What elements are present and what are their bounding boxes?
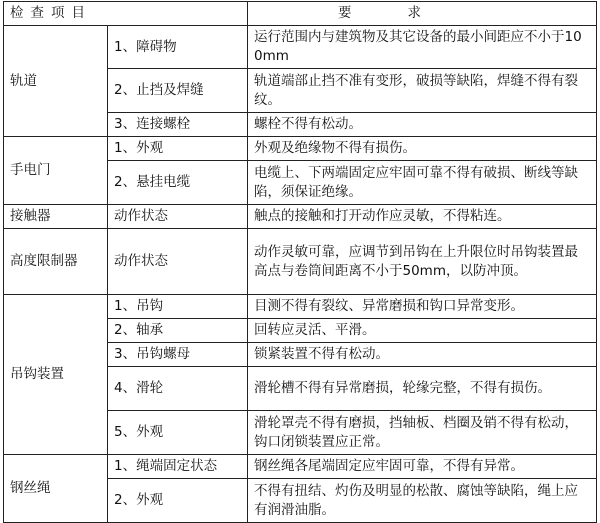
group-name: 手电门 <box>4 137 108 205</box>
check-item: 4、滑轮 <box>108 367 248 411</box>
check-item: 1、吊钩 <box>108 295 248 319</box>
requirement: 回转应灵活、平滑。 <box>248 319 597 343</box>
header-row <box>4 2 597 26</box>
check-item: 3、吊钩螺母 <box>108 343 248 367</box>
check-item: 动作状态 <box>108 205 248 229</box>
group-name: 轨道 <box>4 26 108 137</box>
check-item: 3、连接螺栓 <box>108 113 248 137</box>
table-row <box>4 455 597 479</box>
table-row <box>4 295 597 319</box>
table-row <box>4 229 597 295</box>
check-item: 2、外观 <box>108 479 248 523</box>
requirement: 钢丝绳各尾端固定应牢固可靠，不得有异常。 <box>248 455 597 479</box>
requirement: 触点的接触和打开动作应灵敏，不得粘连。 <box>248 205 597 229</box>
requirement: 锁紧装置不得有松动。 <box>248 343 597 367</box>
requirement: 螺栓不得有松动。 <box>248 113 597 137</box>
inspection-table <box>3 1 597 523</box>
check-item: 动作状态 <box>108 229 248 295</box>
table-row <box>4 137 597 161</box>
check-item: 2、轴承 <box>108 319 248 343</box>
check-item: 5、外观 <box>108 411 248 455</box>
requirement: 轨道端部止挡不准有变形，破损等缺陷，焊缝不得有裂纹。 <box>248 69 597 113</box>
table-row <box>4 205 597 229</box>
header-item: 检查项目 <box>4 2 248 26</box>
requirement: 目测不得有裂纹、异常磨损和钩口异常变形。 <box>248 295 597 319</box>
requirement: 电缆上、下两端固定应牢固可靠不得有破损、断线等缺陷，须保证绝缘。 <box>248 161 597 205</box>
check-item: 2、止挡及焊缝 <box>108 69 248 113</box>
header-requirement <box>248 2 597 26</box>
check-item: 2、悬挂电缆 <box>108 161 248 205</box>
check-item: 1、障碍物 <box>108 26 248 69</box>
group-name: 钢丝绳 <box>4 455 108 523</box>
group-name: 吊钩装置 <box>4 295 108 455</box>
group-name: 高度限制器 <box>4 229 108 295</box>
requirement: 运行范围内与建筑物及其它设备的最小间距应不小于100mm <box>248 26 597 69</box>
requirement: 滑轮槽不得有异常磨损，轮缘完整，不得有损伤。 <box>248 367 597 411</box>
requirement: 外观及绝缘物不得有损伤。 <box>248 137 597 161</box>
requirement: 不得有扭结、灼伤及明显的松散、腐蚀等缺陷，绳上应有润滑油脂。 <box>248 479 597 523</box>
group-name: 接触器 <box>4 205 108 229</box>
check-item: 1、外观 <box>108 137 248 161</box>
requirement: 滑轮罩壳不得有磨损，挡轴板、档圈及销不得有松动，钩口闭锁装置应正常。 <box>248 411 597 455</box>
header-requirement-right: 求 <box>407 5 425 21</box>
check-item: 1、绳端固定状态 <box>108 455 248 479</box>
table-row <box>4 26 597 69</box>
requirement: 动作灵敏可靠，应调节到吊钩在上升限位时吊钩装置最高点与卷筒间距离不小于50mm，以防冲顶。 <box>248 229 597 295</box>
header-requirement-left: 要 <box>338 5 356 21</box>
